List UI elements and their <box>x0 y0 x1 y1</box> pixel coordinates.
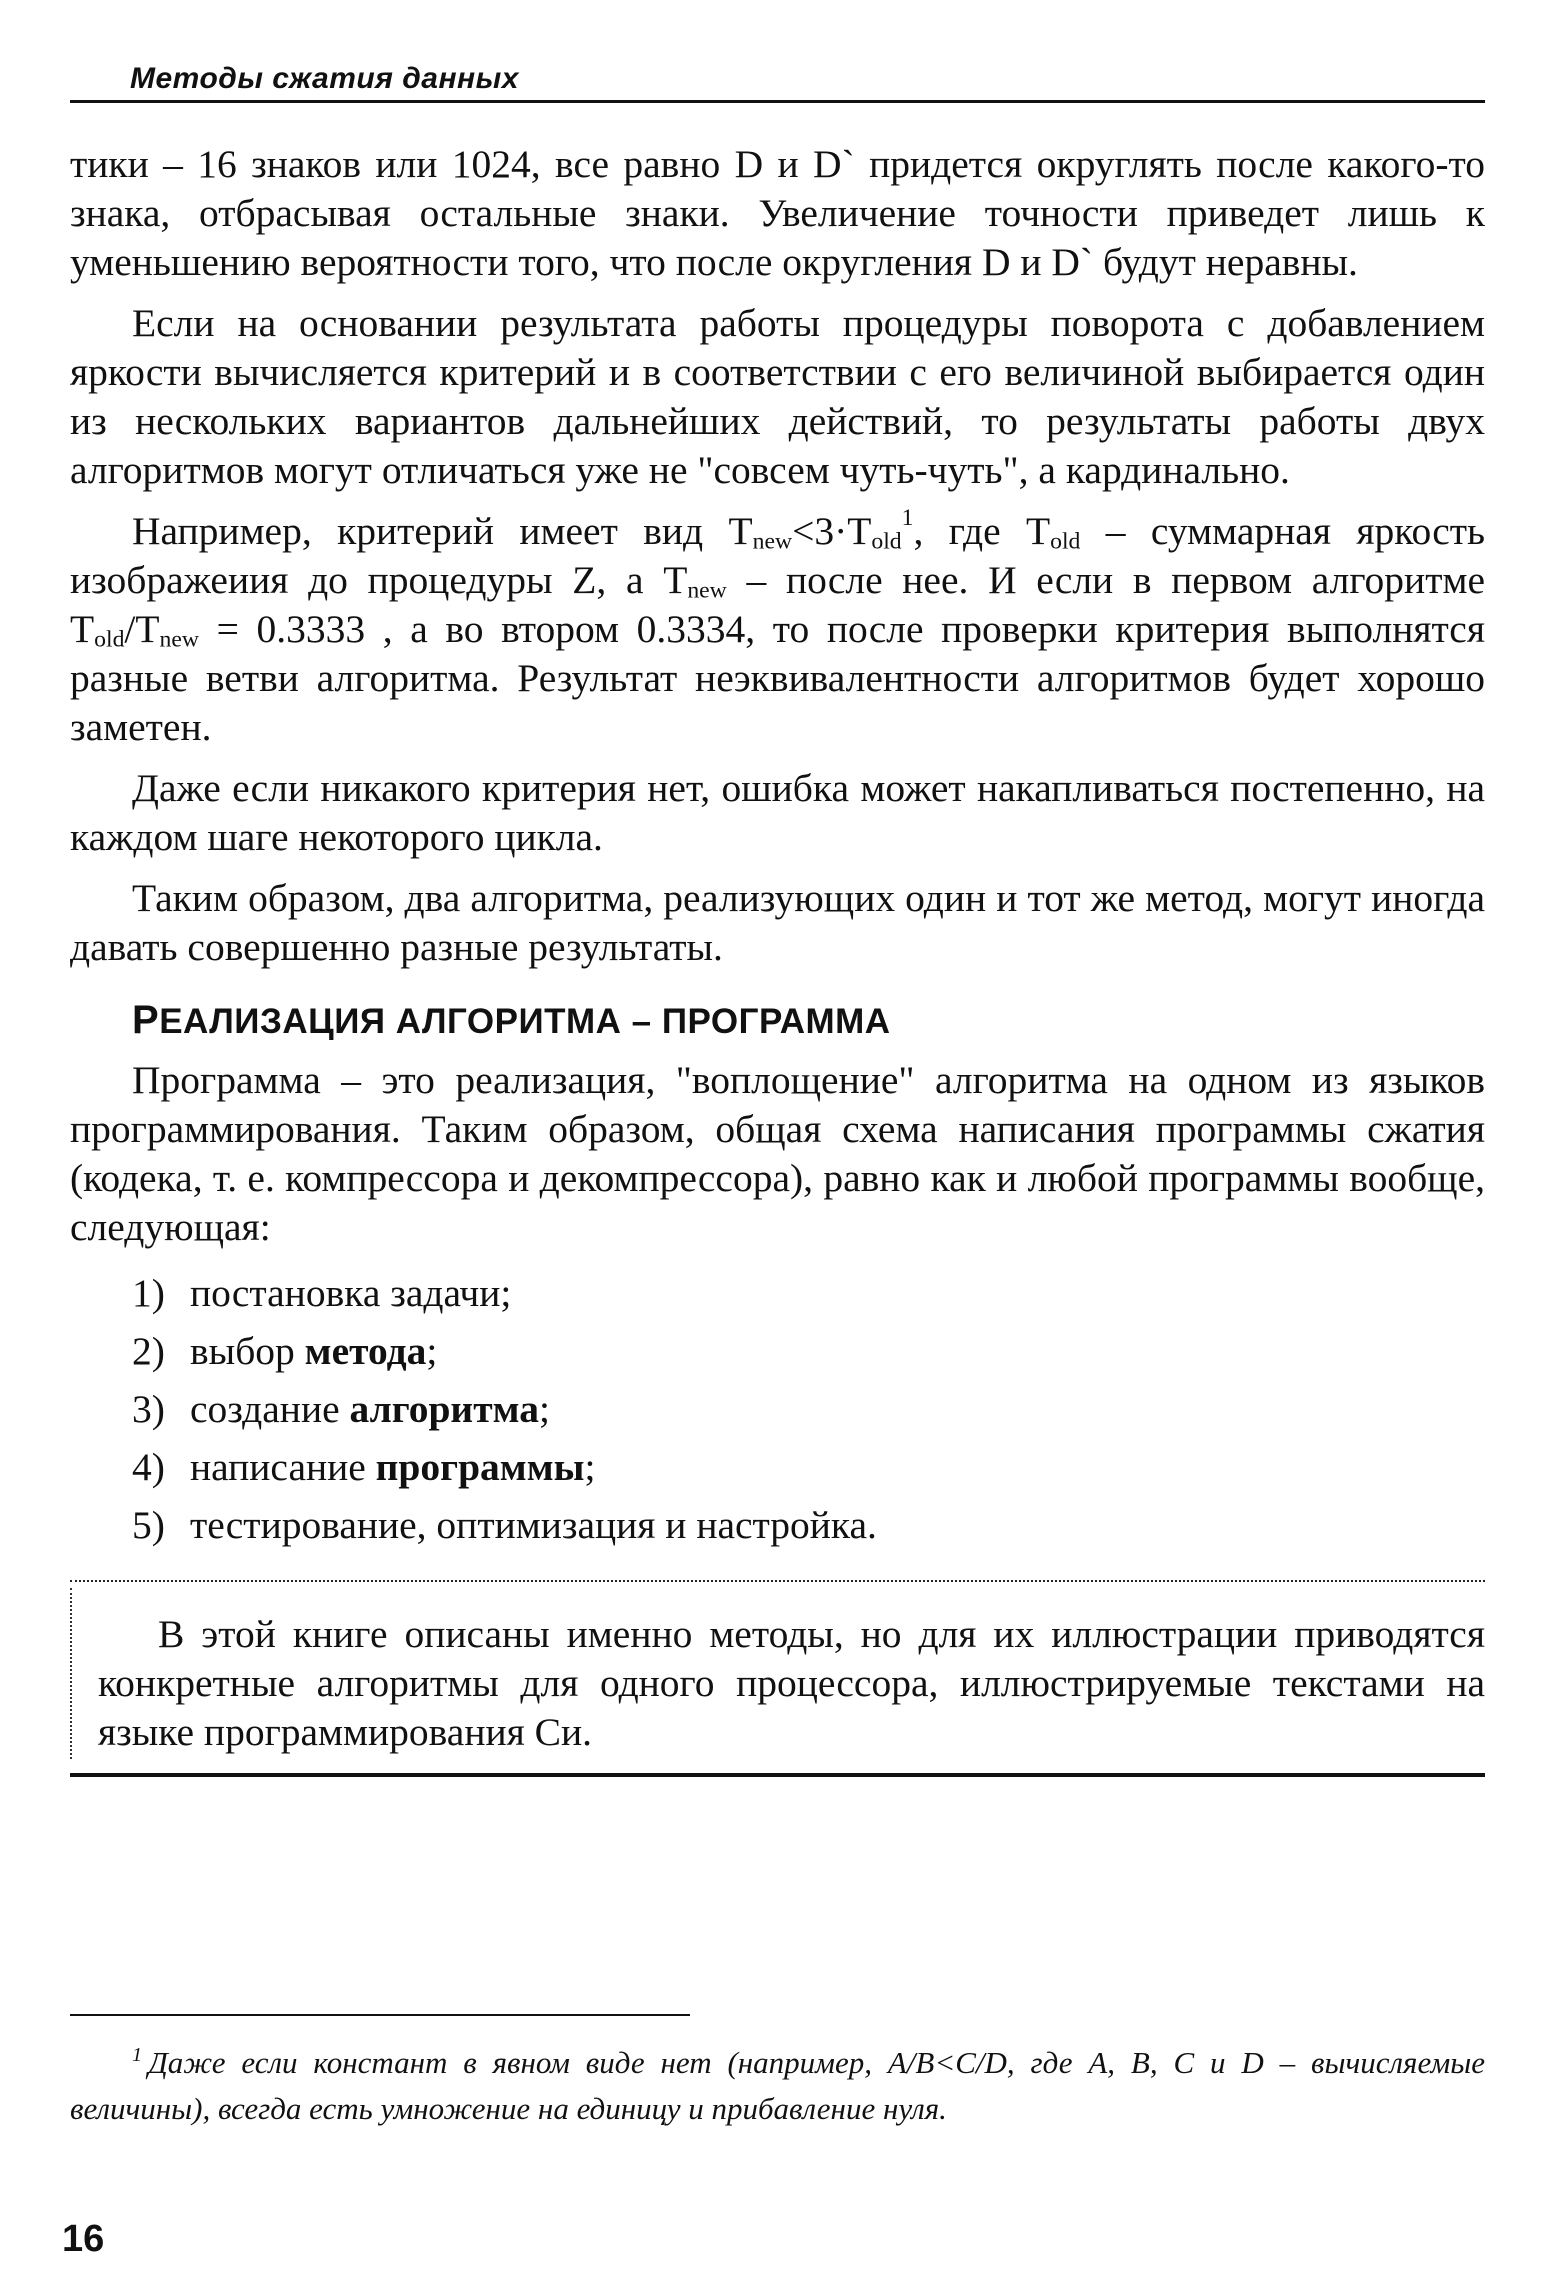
subscript-old: old <box>1050 528 1081 555</box>
text-run: Например, критерий имеет вид T <box>132 509 753 553</box>
list-item <box>132 1322 1485 1380</box>
list-item-number: 1) <box>132 1271 165 1315</box>
list-item-end: ; <box>584 1445 596 1489</box>
footnote-mark: 1 <box>132 2044 143 2066</box>
footnote-reference: 1 <box>901 505 914 532</box>
paragraph-criterion: Если на основании результата работы процедуры поворота с добавлением яркости вычисляется критерий и в соответствии с его величиной выбирается один из нескольких вариантов дальнейших действий, то результаты работы двух алгоритмов могут отличаться уже не "совсем чуть-чуть", а кардинально. <box>70 301 1485 492</box>
text-run: = 0.3333 , а во втором 0.3334, то после проверки критерия выполнятся разные ветви алгоритма. Результат неэквивалентности алгоритмов будет хорошо заметен. <box>70 607 1485 749</box>
text-run: – после нее. И если в первом алгоритме T <box>70 558 1485 651</box>
subscript-old: old <box>94 626 125 653</box>
list-item <box>132 1496 1485 1554</box>
list-item-end: ; <box>500 1271 512 1315</box>
list-item-bold: алгоритма <box>349 1387 539 1431</box>
page-number: 16 <box>62 2218 105 2260</box>
subscript-old: old <box>871 528 902 555</box>
text-run: , где T <box>913 509 1051 553</box>
list-item-end: ; <box>538 1387 550 1431</box>
subscript-new: new <box>159 626 199 653</box>
paragraph-conclusion: Таким образом, два алгоритма, реализующих один и тот же метод, могут иногда давать совершенно разные результаты. <box>70 876 1485 969</box>
list-item <box>132 1264 1485 1322</box>
list-item-text: создание <box>190 1387 350 1431</box>
steps-list <box>132 1264 1485 1554</box>
text-run: – суммарная яркость изображеиия до процедуры Z, а T <box>70 509 1486 602</box>
list-item-text: написание <box>190 1445 376 1489</box>
running-head-title: Методы сжатия данных <box>130 62 519 95</box>
section-intro: Программа – это реализация, "воплощение" алгоритма на одном из языков программирования. Таким образом, общая схема написания программы сжатия (кодека, т. е. компрессора и декомпрессора), равно как и любой программы вообще, следующая: <box>70 1058 1485 1249</box>
text-run: <3·T <box>792 509 872 553</box>
list-item-number: 5) <box>132 1503 165 1547</box>
note-box <box>70 1580 1485 1777</box>
note-text <box>70 1610 1485 1757</box>
heading-rest: ЕАЛИЗАЦИЯ АЛГОРИТМА – ПРОГРАММА <box>159 1002 891 1041</box>
footnote <box>70 2032 1485 2132</box>
list-item-bold: метода <box>304 1329 427 1373</box>
list-item-end: ; <box>426 1329 438 1373</box>
footnote-rule <box>70 2014 690 2016</box>
text-run: /T <box>124 607 160 651</box>
subscript-new: new <box>687 577 727 604</box>
body-text <box>70 140 1485 1777</box>
paragraph-continued: тики – 16 знаков или 1024, все равно D и D` придется округлять после какого-то знака, отбрасывая остальные знаки. Увеличение точности приведет лишь к уменьшению вероятности того, что после округления D и D` будут неравны. <box>70 142 1485 284</box>
list-item-number: 4) <box>132 1445 165 1489</box>
list-item <box>132 1380 1485 1438</box>
list-item-text: выбор <box>190 1329 305 1373</box>
list-item-number: 3) <box>132 1387 165 1431</box>
list-item-bold: программы <box>375 1445 585 1489</box>
paragraph-example <box>70 507 1485 752</box>
heading-initial: Р <box>132 998 160 1042</box>
list-item-number: 2) <box>132 1329 165 1373</box>
list-item-text: постановка задачи <box>190 1271 501 1315</box>
footnote-text: Даже если констант в явном виде нет (например, A/B<C/D, где A, B, C и D – вычисляемые величины), всегда есть умножение на единицу и прибавление нуля. <box>70 2045 1485 2127</box>
list-item <box>132 1438 1485 1496</box>
paragraph-accumulation: Даже если никакого критерия нет, ошибка может накапливаться постепенно, на каждом шаге некоторого цикла. <box>70 766 1485 859</box>
subscript-new: new <box>752 528 793 555</box>
list-item-text: тестирование, оптимизация и настройка. <box>190 1503 877 1547</box>
note-body: В этой книге описаны именно методы, но для их иллюстрации приводятся конкретные алгоритмы для одного процессора, иллюстрируемые текстами на языке программирования Си. <box>98 1612 1485 1754</box>
header-rule <box>70 100 1485 103</box>
section-heading <box>132 996 1485 1046</box>
